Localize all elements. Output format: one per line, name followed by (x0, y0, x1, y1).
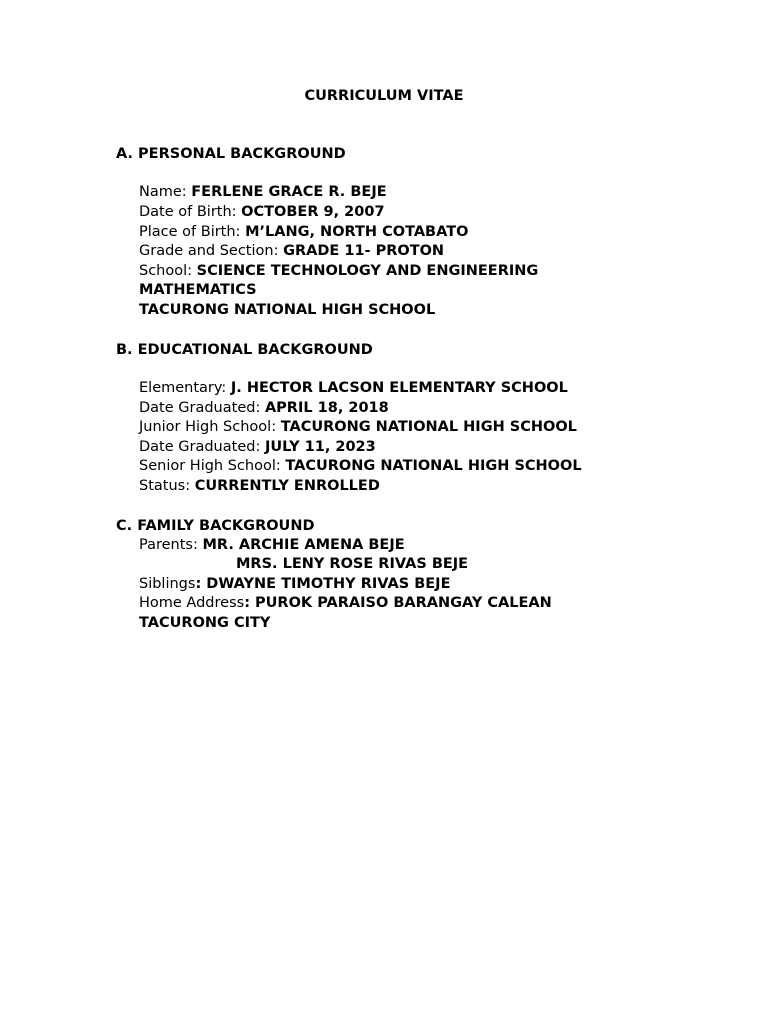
school-label: School: (139, 263, 197, 279)
address-value-line2: TACURONG CITY (139, 615, 271, 631)
school-value-line3: TACURONG NATIONAL HIGH SCHOOL (139, 302, 436, 318)
siblings-value: : DWAYNE TIMOTHY RIVAS BEJE (195, 576, 451, 592)
dob-label: Date of Birth: (139, 204, 242, 220)
pob-line (139, 223, 468, 243)
name-line (139, 183, 387, 203)
name-label: Name: (139, 184, 192, 200)
name-value: FERLENE GRACE R. BEJE (191, 184, 387, 200)
jhs-grad-label: Date Graduated: (139, 439, 265, 455)
pob-value: M’LANG, NORTH COTABATO (245, 224, 469, 240)
address-label: Home Address (139, 595, 245, 611)
parents-label: Parents: (139, 537, 203, 553)
status-value: CURRENTLY ENROLLED (194, 478, 380, 494)
siblings-line (139, 575, 451, 595)
elem-grad-value: APRIL 18, 2018 (264, 400, 389, 416)
elementary-line (139, 379, 568, 399)
school-line (139, 262, 538, 282)
siblings-label: Siblings (139, 576, 196, 592)
elem-grad-label: Date Graduated: (139, 400, 265, 416)
parents-line (139, 536, 405, 556)
dob-value: OCTOBER 9, 2007 (241, 204, 385, 220)
pob-label: Place of Birth: (139, 224, 246, 240)
grade-label: Grade and Section: (139, 243, 284, 259)
school-value-line2: MATHEMATICS (139, 282, 257, 298)
shs-label: Senior High School: (139, 458, 286, 474)
jhs-value: TACURONG NATIONAL HIGH SCHOOL (280, 419, 577, 435)
section-heading-family: C. FAMILY BACKGROUND (116, 518, 315, 534)
dob-line (139, 203, 385, 223)
section-heading-personal: A. PERSONAL BACKGROUND (116, 146, 346, 162)
parent2-value: MRS. LENY ROSE RIVAS BEJE (236, 556, 469, 572)
jhs-line (139, 418, 577, 438)
status-label: Status: (139, 478, 195, 494)
document-title: CURRICULUM VITAE (304, 88, 464, 104)
elementary-value: J. HECTOR LACSON ELEMENTARY SCHOOL (230, 380, 568, 396)
elementary-label: Elementary: (139, 380, 231, 396)
jhs-label: Junior High School: (139, 419, 281, 435)
grade-line (139, 242, 444, 262)
shs-value: TACURONG NATIONAL HIGH SCHOOL (285, 458, 582, 474)
parent1-value: MR. ARCHIE AMENA BEJE (202, 537, 405, 553)
section-heading-educational: B. EDUCATIONAL BACKGROUND (116, 342, 373, 358)
grade-value: GRADE 11- PROTON (283, 243, 445, 259)
school-value-line1: SCIENCE TECHNOLOGY AND ENGINEERING (196, 263, 539, 279)
status-line (139, 477, 380, 497)
shs-line (139, 457, 582, 477)
elem-grad-line (139, 399, 389, 419)
jhs-grad-value: JULY 11, 2023 (264, 439, 376, 455)
jhs-grad-line (139, 438, 376, 458)
address-line (139, 594, 552, 614)
address-value-line1: : PUROK PARAISO BARANGAY CALEAN (244, 595, 552, 611)
